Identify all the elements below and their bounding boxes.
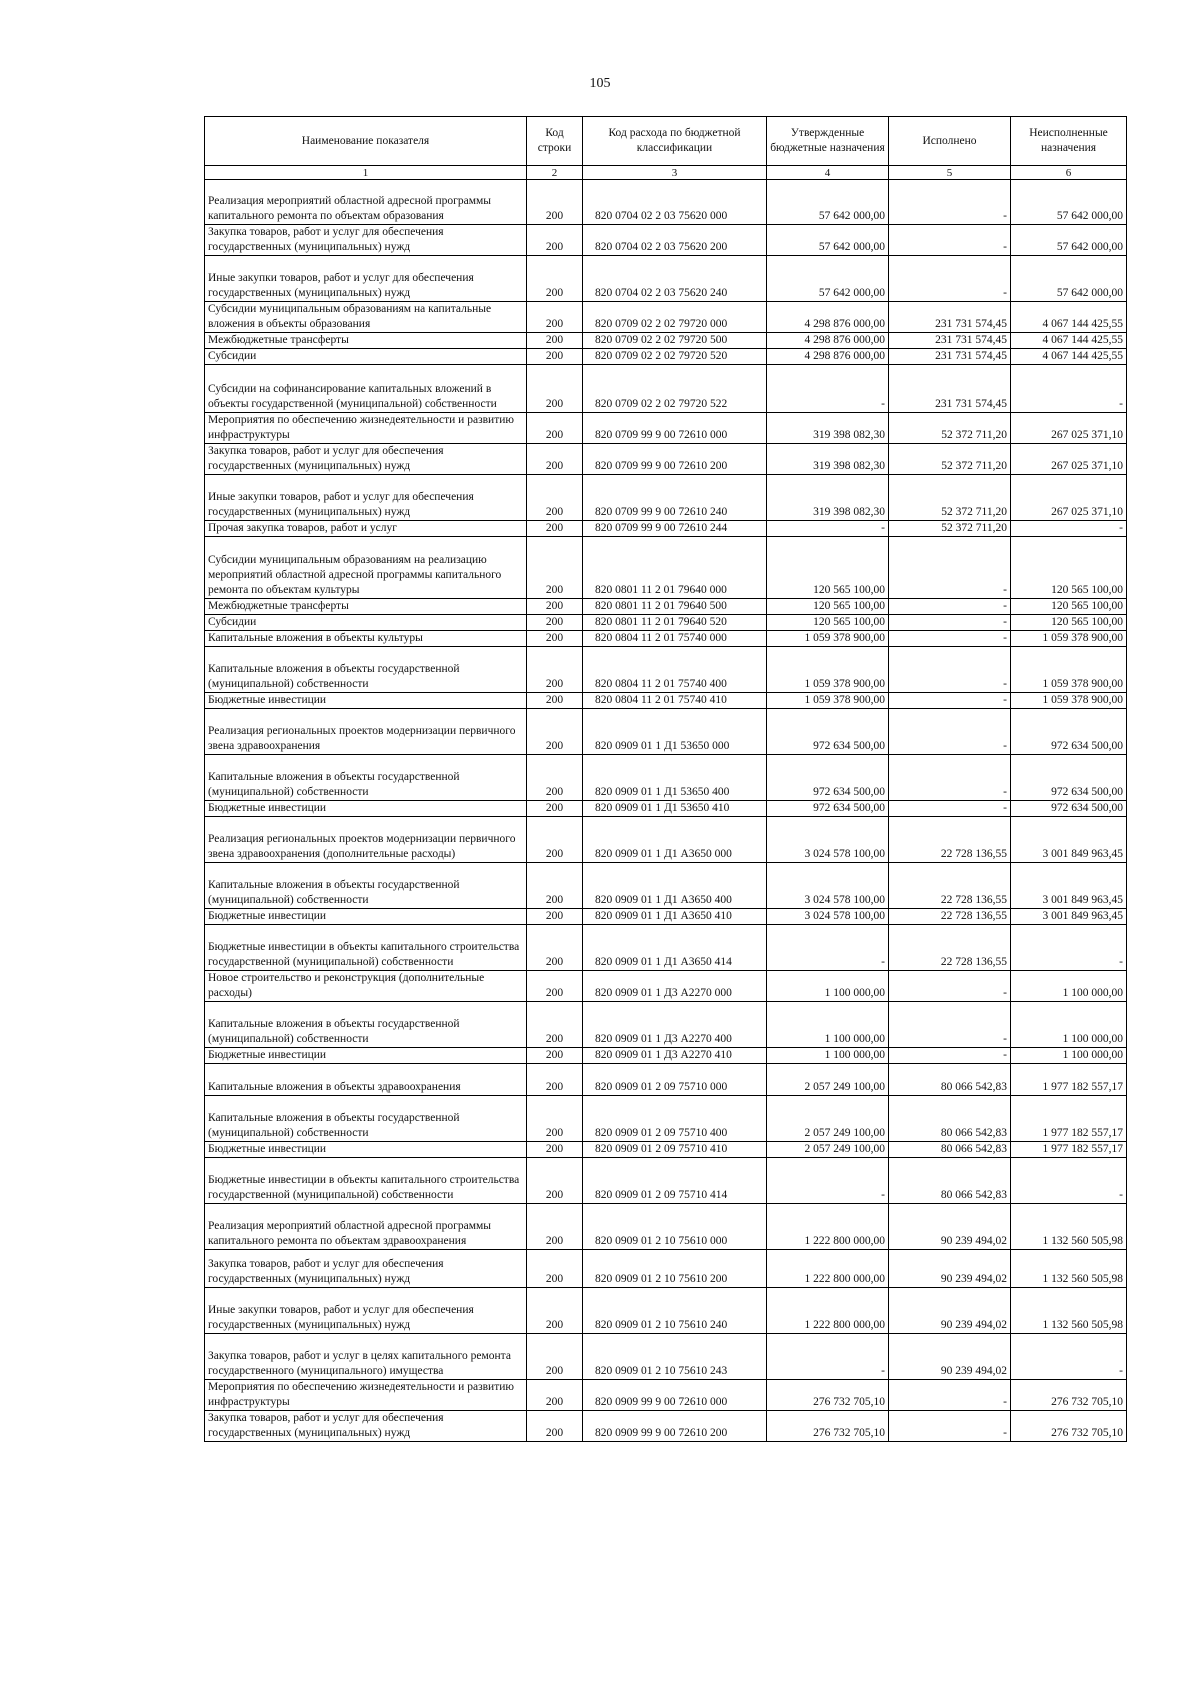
row-unexecuted: 3 001 849 963,45 xyxy=(1011,909,1127,925)
row-unexecuted: 1 100 000,00 xyxy=(1011,971,1127,1002)
row-executed: - xyxy=(889,1380,1011,1411)
table-row xyxy=(205,599,1127,615)
row-approved: 3 024 578 100,00 xyxy=(767,909,889,925)
table-row xyxy=(205,817,1127,863)
table-row xyxy=(205,971,1127,1002)
row-budget-code: 820 0709 99 9 00 72610 240 xyxy=(583,475,767,521)
row-budget-code: 820 0909 01 1 Д1 53650 410 xyxy=(583,801,767,817)
row-line-code: 200 xyxy=(527,1142,583,1158)
table-row xyxy=(205,349,1127,365)
table-row xyxy=(205,1250,1127,1288)
header-unexecuted: Неисполненные назначения xyxy=(1011,117,1127,166)
row-unexecuted: 1 977 182 557,17 xyxy=(1011,1064,1127,1096)
row-unexecuted: 3 001 849 963,45 xyxy=(1011,817,1127,863)
row-name: Иные закупки товаров, работ и услуг для обеспечения государственных (муниципальных) нужд xyxy=(205,256,527,302)
table-row xyxy=(205,365,1127,413)
row-executed: - xyxy=(889,971,1011,1002)
row-name: Закупка товаров, работ и услуг в целях капитального ремонта государственного (муниципального) имущества xyxy=(205,1334,527,1380)
row-line-code: 200 xyxy=(527,971,583,1002)
row-approved: - xyxy=(767,1334,889,1380)
row-unexecuted: 1 132 560 505,98 xyxy=(1011,1250,1127,1288)
row-name: Бюджетные инвестиции в объекты капитального строительства государственной (муниципальной) собственности xyxy=(205,925,527,971)
table-row xyxy=(205,1064,1127,1096)
row-executed: - xyxy=(889,1048,1011,1064)
row-approved: 1 222 800 000,00 xyxy=(767,1250,889,1288)
row-line-code: 200 xyxy=(527,1288,583,1334)
row-name: Субсидии xyxy=(205,615,527,631)
row-executed: - xyxy=(889,256,1011,302)
row-budget-code: 820 0709 02 2 02 79720 000 xyxy=(583,302,767,333)
row-name: Иные закупки товаров, работ и услуг для обеспечения государственных (муниципальных) нужд xyxy=(205,475,527,521)
row-approved: 120 565 100,00 xyxy=(767,599,889,615)
row-unexecuted: 57 642 000,00 xyxy=(1011,180,1127,225)
row-approved: 1 059 378 900,00 xyxy=(767,631,889,647)
table-row xyxy=(205,1096,1127,1142)
table-header-row xyxy=(205,117,1127,166)
row-budget-code: 820 0709 02 2 02 79720 520 xyxy=(583,349,767,365)
row-approved: - xyxy=(767,925,889,971)
row-executed: 22 728 136,55 xyxy=(889,863,1011,909)
row-line-code: 200 xyxy=(527,817,583,863)
row-approved: 4 298 876 000,00 xyxy=(767,302,889,333)
column-number: 6 xyxy=(1011,166,1127,180)
row-unexecuted: 4 067 144 425,55 xyxy=(1011,302,1127,333)
column-number: 1 xyxy=(205,166,527,180)
row-approved: 1 100 000,00 xyxy=(767,1002,889,1048)
row-approved: 1 059 378 900,00 xyxy=(767,647,889,693)
row-name: Капитальные вложения в объекты здравоохранения xyxy=(205,1064,527,1096)
row-approved: 3 024 578 100,00 xyxy=(767,863,889,909)
row-budget-code: 820 0704 02 2 03 75620 200 xyxy=(583,225,767,256)
table-row xyxy=(205,1204,1127,1250)
row-unexecuted: 276 732 705,10 xyxy=(1011,1380,1127,1411)
header-budget-code: Код расхода по бюджетной классификации xyxy=(583,117,767,166)
row-name: Иные закупки товаров, работ и услуг для обеспечения государственных (муниципальных) нужд xyxy=(205,1288,527,1334)
row-approved: 319 398 082,30 xyxy=(767,413,889,444)
row-name: Бюджетные инвестиции xyxy=(205,801,527,817)
row-line-code: 200 xyxy=(527,302,583,333)
row-executed: 52 372 711,20 xyxy=(889,413,1011,444)
row-approved: 972 634 500,00 xyxy=(767,755,889,801)
row-line-code: 200 xyxy=(527,1250,583,1288)
row-name: Субсидии муниципальным образованиям на капитальные вложения в объекты образования xyxy=(205,302,527,333)
row-executed: - xyxy=(889,599,1011,615)
row-approved: 4 298 876 000,00 xyxy=(767,349,889,365)
row-budget-code: 820 0704 02 2 03 75620 000 xyxy=(583,180,767,225)
row-name: Закупка товаров, работ и услуг для обеспечения государственных (муниципальных) нужд xyxy=(205,444,527,475)
table-row xyxy=(205,521,1127,537)
row-line-code: 200 xyxy=(527,863,583,909)
row-line-code: 200 xyxy=(527,413,583,444)
row-executed: - xyxy=(889,709,1011,755)
row-approved: 972 634 500,00 xyxy=(767,709,889,755)
header-executed: Исполнено xyxy=(889,117,1011,166)
row-unexecuted: 267 025 371,10 xyxy=(1011,444,1127,475)
row-name: Субсидии xyxy=(205,349,527,365)
row-approved: 120 565 100,00 xyxy=(767,615,889,631)
row-budget-code: 820 0909 01 2 09 75710 000 xyxy=(583,1064,767,1096)
table-row xyxy=(205,1334,1127,1380)
row-name: Мероприятия по обеспечению жизнедеятельности и развитию инфраструктуры xyxy=(205,413,527,444)
row-line-code: 200 xyxy=(527,349,583,365)
row-approved: 1 100 000,00 xyxy=(767,1048,889,1064)
row-unexecuted: 3 001 849 963,45 xyxy=(1011,863,1127,909)
row-unexecuted: 972 634 500,00 xyxy=(1011,755,1127,801)
row-name: Реализация мероприятий областной адресной программы капитального ремонта по объектам образования xyxy=(205,180,527,225)
row-budget-code: 820 0909 01 2 09 75710 400 xyxy=(583,1096,767,1142)
row-line-code: 200 xyxy=(527,521,583,537)
row-unexecuted: 1 132 560 505,98 xyxy=(1011,1204,1127,1250)
row-executed: 22 728 136,55 xyxy=(889,925,1011,971)
table-row xyxy=(205,256,1127,302)
table-row xyxy=(205,909,1127,925)
table-row xyxy=(205,863,1127,909)
row-approved: - xyxy=(767,521,889,537)
row-executed: - xyxy=(889,1411,1011,1442)
row-name: Субсидии муниципальным образованиям на реализацию мероприятий областной адресной программы капитального ремонта по объектам культуры xyxy=(205,537,527,599)
row-executed: - xyxy=(889,537,1011,599)
row-unexecuted: 120 565 100,00 xyxy=(1011,615,1127,631)
row-unexecuted: 57 642 000,00 xyxy=(1011,225,1127,256)
row-name: Прочая закупка товаров, работ и услуг xyxy=(205,521,527,537)
row-unexecuted: 1 059 378 900,00 xyxy=(1011,693,1127,709)
row-line-code: 200 xyxy=(527,225,583,256)
row-unexecuted: 1 059 378 900,00 xyxy=(1011,631,1127,647)
row-name: Новое строительство и реконструкция (дополнительные расходы) xyxy=(205,971,527,1002)
row-unexecuted: 267 025 371,10 xyxy=(1011,413,1127,444)
row-budget-code: 820 0909 01 1 Д3 А2270 000 xyxy=(583,971,767,1002)
table-row xyxy=(205,1142,1127,1158)
column-number: 5 xyxy=(889,166,1011,180)
table-row xyxy=(205,1048,1127,1064)
row-budget-code: 820 0804 11 2 01 75740 400 xyxy=(583,647,767,693)
table-row xyxy=(205,333,1127,349)
row-budget-code: 820 0909 01 2 09 75710 410 xyxy=(583,1142,767,1158)
row-name: Бюджетные инвестиции xyxy=(205,693,527,709)
row-budget-code: 820 0804 11 2 01 75740 000 xyxy=(583,631,767,647)
row-line-code: 200 xyxy=(527,755,583,801)
row-budget-code: 820 0709 02 2 02 79720 500 xyxy=(583,333,767,349)
row-budget-code: 820 0909 01 2 10 75610 243 xyxy=(583,1334,767,1380)
row-approved: 276 732 705,10 xyxy=(767,1380,889,1411)
row-unexecuted: 1 132 560 505,98 xyxy=(1011,1288,1127,1334)
row-unexecuted: - xyxy=(1011,1158,1127,1204)
row-budget-code: 820 0909 01 1 Д1 53650 400 xyxy=(583,755,767,801)
row-budget-code: 820 0709 99 9 00 72610 000 xyxy=(583,413,767,444)
row-executed: 90 239 494,02 xyxy=(889,1204,1011,1250)
row-budget-code: 820 0709 99 9 00 72610 244 xyxy=(583,521,767,537)
row-approved: 2 057 249 100,00 xyxy=(767,1142,889,1158)
table-row xyxy=(205,925,1127,971)
row-unexecuted: - xyxy=(1011,365,1127,413)
row-name: Реализация региональных проектов модернизации первичного звена здравоохранения xyxy=(205,709,527,755)
row-line-code: 200 xyxy=(527,599,583,615)
row-approved: - xyxy=(767,1158,889,1204)
row-executed: - xyxy=(889,647,1011,693)
row-budget-code: 820 0909 01 1 Д3 А2270 400 xyxy=(583,1002,767,1048)
row-executed: 80 066 542,83 xyxy=(889,1064,1011,1096)
row-line-code: 200 xyxy=(527,647,583,693)
row-executed: - xyxy=(889,693,1011,709)
row-executed: 52 372 711,20 xyxy=(889,475,1011,521)
row-unexecuted: 972 634 500,00 xyxy=(1011,801,1127,817)
row-executed: - xyxy=(889,755,1011,801)
row-executed: - xyxy=(889,1002,1011,1048)
row-budget-code: 820 0909 01 2 10 75610 240 xyxy=(583,1288,767,1334)
row-executed: 231 731 574,45 xyxy=(889,365,1011,413)
column-number: 4 xyxy=(767,166,889,180)
row-approved: 276 732 705,10 xyxy=(767,1411,889,1442)
row-executed: - xyxy=(889,615,1011,631)
row-budget-code: 820 0801 11 2 01 79640 500 xyxy=(583,599,767,615)
row-line-code: 200 xyxy=(527,1204,583,1250)
table-row xyxy=(205,444,1127,475)
row-executed: 80 066 542,83 xyxy=(889,1158,1011,1204)
table-row xyxy=(205,755,1127,801)
row-budget-code: 820 0909 99 9 00 72610 000 xyxy=(583,1380,767,1411)
row-approved: - xyxy=(767,365,889,413)
row-executed: 231 731 574,45 xyxy=(889,333,1011,349)
row-line-code: 200 xyxy=(527,631,583,647)
row-executed: - xyxy=(889,225,1011,256)
row-budget-code: 820 0801 11 2 01 79640 000 xyxy=(583,537,767,599)
row-line-code: 200 xyxy=(527,909,583,925)
row-name: Межбюджетные трансферты xyxy=(205,599,527,615)
table-row xyxy=(205,1380,1127,1411)
row-name: Закупка товаров, работ и услуг для обеспечения государственных (муниципальных) нужд xyxy=(205,225,527,256)
row-line-code: 200 xyxy=(527,709,583,755)
row-name: Капитальные вложения в объекты государственной (муниципальной) собственности xyxy=(205,755,527,801)
row-budget-code: 820 0709 99 9 00 72610 200 xyxy=(583,444,767,475)
row-name: Реализация региональных проектов модернизации первичного звена здравоохранения (дополнительные расходы) xyxy=(205,817,527,863)
table-row xyxy=(205,615,1127,631)
row-budget-code: 820 0909 99 9 00 72610 200 xyxy=(583,1411,767,1442)
header-approved: Утвержденные бюджетные назначения xyxy=(767,117,889,166)
row-line-code: 200 xyxy=(527,1048,583,1064)
row-name: Капитальные вложения в объекты государственной (муниципальной) собственности xyxy=(205,1002,527,1048)
row-unexecuted: 120 565 100,00 xyxy=(1011,599,1127,615)
row-name: Капитальные вложения в объекты государственной (муниципальной) собственности xyxy=(205,1096,527,1142)
row-line-code: 200 xyxy=(527,333,583,349)
column-number: 3 xyxy=(583,166,767,180)
table-row xyxy=(205,475,1127,521)
row-name: Закупка товаров, работ и услуг для обеспечения государственных (муниципальных) нужд xyxy=(205,1250,527,1288)
row-name: Капитальные вложения в объекты государственной (муниципальной) собственности xyxy=(205,647,527,693)
row-executed: 80 066 542,83 xyxy=(889,1096,1011,1142)
table-row xyxy=(205,1002,1127,1048)
row-budget-code: 820 0909 01 1 Д1 А3650 000 xyxy=(583,817,767,863)
budget-execution-table xyxy=(204,116,1127,1442)
row-unexecuted: 1 977 182 557,17 xyxy=(1011,1096,1127,1142)
table-row xyxy=(205,647,1127,693)
row-budget-code: 820 0909 01 1 Д1 А3650 414 xyxy=(583,925,767,971)
row-executed: - xyxy=(889,801,1011,817)
row-line-code: 200 xyxy=(527,256,583,302)
table-row xyxy=(205,1411,1127,1442)
row-name: Бюджетные инвестиции xyxy=(205,909,527,925)
row-unexecuted: 4 067 144 425,55 xyxy=(1011,333,1127,349)
row-approved: 2 057 249 100,00 xyxy=(767,1096,889,1142)
row-approved: 57 642 000,00 xyxy=(767,256,889,302)
row-name: Бюджетные инвестиции xyxy=(205,1048,527,1064)
row-line-code: 200 xyxy=(527,1064,583,1096)
table-row xyxy=(205,225,1127,256)
row-executed: 90 239 494,02 xyxy=(889,1288,1011,1334)
page-number: 105 xyxy=(589,76,611,91)
row-budget-code: 820 0704 02 2 03 75620 240 xyxy=(583,256,767,302)
table-row xyxy=(205,801,1127,817)
row-approved: 1 059 378 900,00 xyxy=(767,693,889,709)
row-approved: 972 634 500,00 xyxy=(767,801,889,817)
row-budget-code: 820 0909 01 1 Д1 А3650 400 xyxy=(583,863,767,909)
row-line-code: 200 xyxy=(527,1334,583,1380)
row-executed: - xyxy=(889,631,1011,647)
row-approved: 2 057 249 100,00 xyxy=(767,1064,889,1096)
row-line-code: 200 xyxy=(527,180,583,225)
row-unexecuted: - xyxy=(1011,521,1127,537)
row-budget-code: 820 0909 01 2 10 75610 200 xyxy=(583,1250,767,1288)
row-unexecuted: 276 732 705,10 xyxy=(1011,1411,1127,1442)
row-executed: 52 372 711,20 xyxy=(889,444,1011,475)
row-name: Субсидии на софинансирование капитальных вложений в объекты государственной (муниципальной) собственности xyxy=(205,365,527,413)
row-name: Закупка товаров, работ и услуг для обеспечения государственных (муниципальных) нужд xyxy=(205,1411,527,1442)
row-unexecuted: - xyxy=(1011,1334,1127,1380)
row-budget-code: 820 0804 11 2 01 75740 410 xyxy=(583,693,767,709)
table-row xyxy=(205,413,1127,444)
table-row xyxy=(205,693,1127,709)
row-executed: - xyxy=(889,180,1011,225)
row-unexecuted: 120 565 100,00 xyxy=(1011,537,1127,599)
row-approved: 319 398 082,30 xyxy=(767,444,889,475)
row-unexecuted: 57 642 000,00 xyxy=(1011,256,1127,302)
row-approved: 319 398 082,30 xyxy=(767,475,889,521)
row-line-code: 200 xyxy=(527,365,583,413)
row-budget-code: 820 0709 02 2 02 79720 522 xyxy=(583,365,767,413)
table-row xyxy=(205,180,1127,225)
row-approved: 1 100 000,00 xyxy=(767,971,889,1002)
header-line-code: Код строки xyxy=(527,117,583,166)
row-executed: 22 728 136,55 xyxy=(889,817,1011,863)
table-row xyxy=(205,631,1127,647)
row-approved: 57 642 000,00 xyxy=(767,225,889,256)
row-line-code: 200 xyxy=(527,925,583,971)
row-name: Реализация мероприятий областной адресной программы капитального ремонта по объектам здравоохранения xyxy=(205,1204,527,1250)
table-row xyxy=(205,709,1127,755)
row-budget-code: 820 0909 01 1 Д1 А3650 410 xyxy=(583,909,767,925)
row-unexecuted: 1 059 378 900,00 xyxy=(1011,647,1127,693)
column-number: 2 xyxy=(527,166,583,180)
row-executed: 52 372 711,20 xyxy=(889,521,1011,537)
row-approved: 57 642 000,00 xyxy=(767,180,889,225)
row-unexecuted: 4 067 144 425,55 xyxy=(1011,349,1127,365)
table-row xyxy=(205,302,1127,333)
row-executed: 90 239 494,02 xyxy=(889,1334,1011,1380)
row-name: Бюджетные инвестиции xyxy=(205,1142,527,1158)
row-executed: 90 239 494,02 xyxy=(889,1250,1011,1288)
row-executed: 22 728 136,55 xyxy=(889,909,1011,925)
row-line-code: 200 xyxy=(527,475,583,521)
table-row xyxy=(205,1158,1127,1204)
row-budget-code: 820 0909 01 2 09 75710 414 xyxy=(583,1158,767,1204)
row-approved: 1 222 800 000,00 xyxy=(767,1204,889,1250)
header-name: Наименование показателя xyxy=(205,117,527,166)
row-name: Мероприятия по обеспечению жизнедеятельности и развитию инфраструктуры xyxy=(205,1380,527,1411)
row-unexecuted: 1 977 182 557,17 xyxy=(1011,1142,1127,1158)
row-line-code: 200 xyxy=(527,1411,583,1442)
row-unexecuted: - xyxy=(1011,925,1127,971)
row-approved: 1 222 800 000,00 xyxy=(767,1288,889,1334)
row-budget-code: 820 0801 11 2 01 79640 520 xyxy=(583,615,767,631)
row-approved: 120 565 100,00 xyxy=(767,537,889,599)
row-executed: 80 066 542,83 xyxy=(889,1142,1011,1158)
row-name: Капитальные вложения в объекты государственной (муниципальной) собственности xyxy=(205,863,527,909)
table-row xyxy=(205,537,1127,599)
row-line-code: 200 xyxy=(527,615,583,631)
row-line-code: 200 xyxy=(527,1002,583,1048)
row-line-code: 200 xyxy=(527,1096,583,1142)
row-line-code: 200 xyxy=(527,693,583,709)
row-approved: 3 024 578 100,00 xyxy=(767,817,889,863)
row-unexecuted: 1 100 000,00 xyxy=(1011,1048,1127,1064)
row-unexecuted: 972 634 500,00 xyxy=(1011,709,1127,755)
row-unexecuted: 267 025 371,10 xyxy=(1011,475,1127,521)
row-approved: 4 298 876 000,00 xyxy=(767,333,889,349)
row-budget-code: 820 0909 01 1 Д1 53650 000 xyxy=(583,709,767,755)
row-name: Межбюджетные трансферты xyxy=(205,333,527,349)
row-line-code: 200 xyxy=(527,444,583,475)
table-row xyxy=(205,1288,1127,1334)
column-number-row xyxy=(205,166,1127,180)
row-line-code: 200 xyxy=(527,1158,583,1204)
row-name: Капитальные вложения в объекты культуры xyxy=(205,631,527,647)
row-name: Бюджетные инвестиции в объекты капитального строительства государственной (муниципальной) собственности xyxy=(205,1158,527,1204)
row-budget-code: 820 0909 01 2 10 75610 000 xyxy=(583,1204,767,1250)
row-unexecuted: 1 100 000,00 xyxy=(1011,1002,1127,1048)
row-executed: 231 731 574,45 xyxy=(889,302,1011,333)
row-line-code: 200 xyxy=(527,801,583,817)
row-executed: 231 731 574,45 xyxy=(889,349,1011,365)
row-line-code: 200 xyxy=(527,537,583,599)
row-budget-code: 820 0909 01 1 Д3 А2270 410 xyxy=(583,1048,767,1064)
row-line-code: 200 xyxy=(527,1380,583,1411)
